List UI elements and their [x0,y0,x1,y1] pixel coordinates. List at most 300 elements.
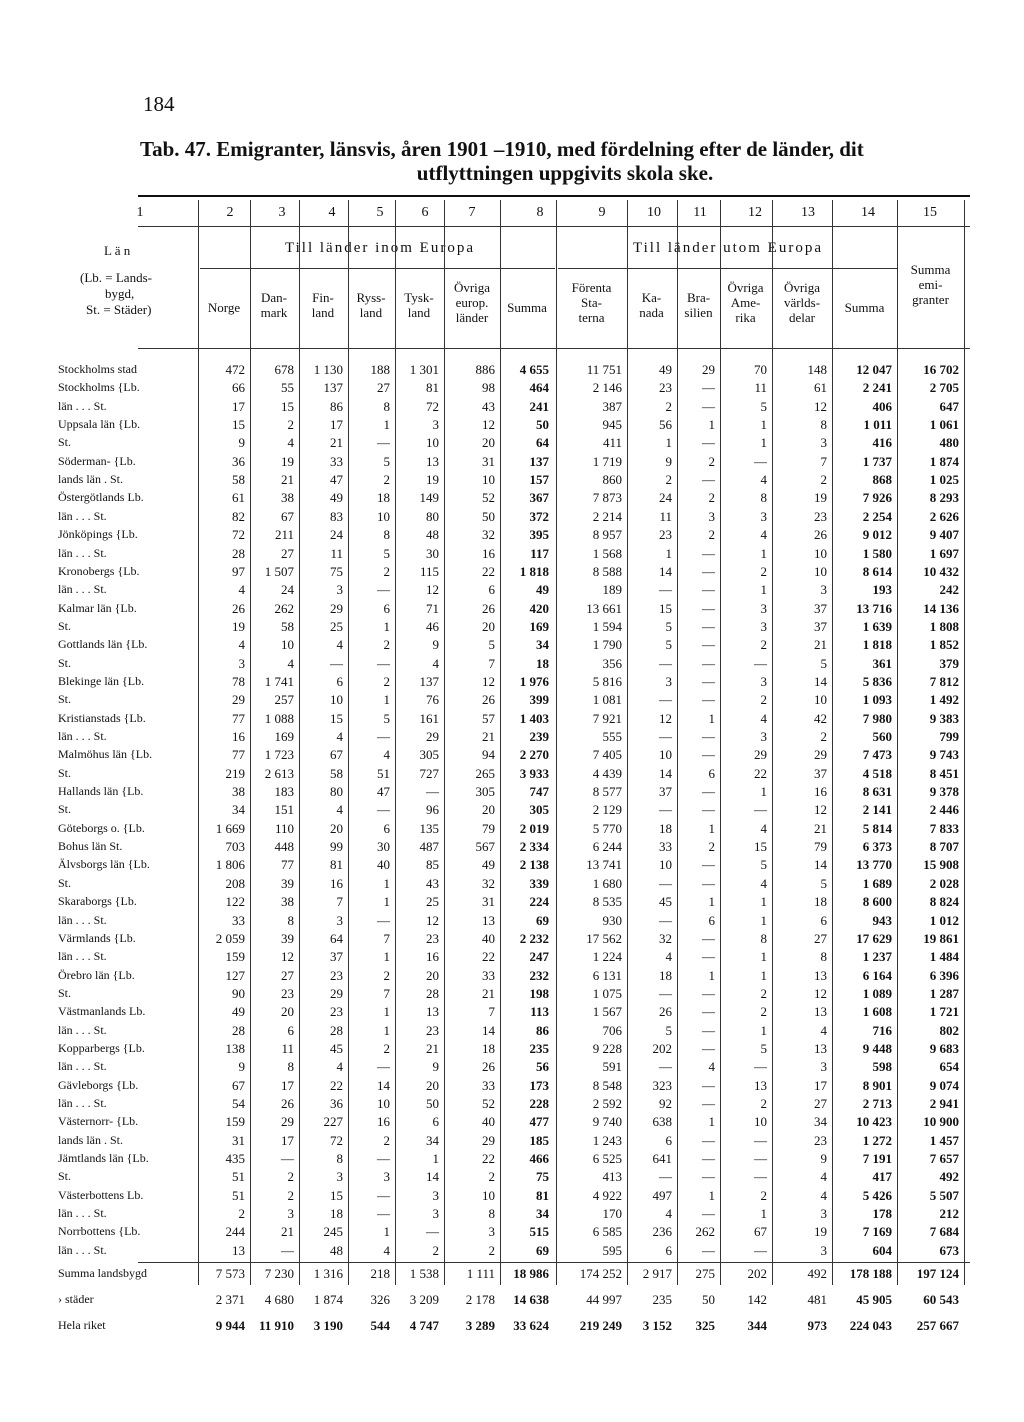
table-cell: 45 [330,1041,343,1056]
table-cell: 1 061 [929,417,959,432]
title-line-1: Tab. 47. Emigranter, länsvis, åren 1901 –1910, med fördelning efter de länder, dit [140,137,864,161]
table-cell: 151 [274,802,294,817]
table-cell: 14 [426,1169,439,1184]
row-label: län . . . St. [58,1059,107,1073]
row-label: Östergötlands Lb. [58,490,144,504]
header-bottom-rule [138,348,970,349]
table-cell: 19 [814,490,827,505]
row-label: län . . . St. [58,546,107,560]
table-cell: 1 689 [862,876,892,891]
table-cell: 15 [330,711,343,726]
table-cell: 2 [287,1188,294,1203]
table-cell: 48 [426,527,439,542]
table-cell: 9 378 [929,784,959,799]
table-cell: — [702,1243,715,1258]
table-cell: 945 [602,417,622,432]
table-cell: 37 [814,766,827,781]
table-cell: — [377,729,390,744]
table-cell: 2 [760,1004,767,1019]
table-cell: 3 933 [519,766,549,781]
column-header: Övriga Ame- rika [727,280,764,325]
table-cell: 5 770 [592,821,622,836]
table-cell: 83 [330,509,343,524]
table-cell: 10 [814,564,827,579]
table-cell: — [659,692,672,707]
table-cell: 1 [760,894,767,909]
table-cell: 2 [760,637,767,652]
table-cell: 12 [482,417,495,432]
table-cell: 1 012 [929,913,959,928]
table-cell: 943 [872,913,892,928]
table-cell: — [702,1023,715,1038]
table-cell: 417 [872,1169,892,1184]
table-cell: 18 [330,1206,343,1221]
table-cell: 4 [760,527,767,542]
table-cell: 1 089 [862,986,892,1001]
table-cell: 1 806 [215,857,245,872]
column-number: 15 [923,205,937,220]
table-cell: 34 [426,1133,439,1148]
table-cell: 1 081 [592,692,622,707]
table-cell: 52 [482,1096,495,1111]
table-cell: — [702,876,715,891]
row-label: län . . . St. [58,399,107,413]
table-cell: 8 600 [862,894,892,909]
table-cell: 24 [281,582,294,597]
total-cell: 4 680 [264,1292,294,1307]
table-cell: 1 287 [929,986,959,1001]
table-cell: 480 [939,435,959,450]
column-header: Förenta Sta- terna [571,280,612,325]
total-cell: 174 252 [579,1266,622,1281]
table-cell: 236 [652,1224,672,1239]
table-cell: 157 [529,472,549,487]
table-cell: 2 [488,1243,495,1258]
table-cell: 6 [665,1133,672,1148]
total-cell: 7 230 [264,1266,294,1281]
table-cell: — [702,949,715,964]
row-label: län . . . St. [58,949,107,963]
table-cell: 411 [602,435,622,450]
table-cell: 13 [482,913,495,928]
table-cell: 2 028 [929,876,959,891]
table-title [140,137,970,185]
table-cell: 137 [419,674,439,689]
table-cell: 339 [529,876,549,891]
table-cell: 208 [225,876,245,891]
total-cell: 1 316 [313,1266,343,1281]
table-cell: 15 [281,399,294,414]
table-cell: 868 [872,472,892,487]
total-cell: 33 624 [513,1318,549,1333]
table-cell: 75 [330,564,343,579]
table-cell: 4 922 [592,1188,622,1203]
table-cell: 466 [529,1151,549,1166]
table-cell: 8 [820,949,827,964]
table-cell: 3 [432,1188,439,1203]
table-cell: 17 [330,417,343,432]
table-cell: 13 716 [856,601,892,616]
table-cell: 7 921 [592,711,622,726]
table-cell: 560 [872,729,892,744]
table-cell: 18 [482,1041,495,1056]
table-cell: — [702,1078,715,1093]
table-cell: 9 012 [862,527,892,542]
total-cell: 197 124 [916,1266,959,1281]
table-cell: 1 [708,894,715,909]
table-cell: 10 900 [923,1114,959,1129]
row-label: Uppsala län {Lb. [58,417,141,431]
table-cell: 27 [281,546,294,561]
table-cell: 12 [814,802,827,817]
table-cell: 18 [814,894,827,909]
table-cell: 3 [665,674,672,689]
table-cell: 49 [659,362,672,377]
total-cell: 2 178 [465,1292,495,1307]
table-cell: 38 [281,894,294,909]
table-cell: 1 243 [592,1133,622,1148]
row-label: St. [58,435,72,449]
total-cell: 3 152 [642,1318,672,1333]
table-cell: 1 723 [264,747,294,762]
table-cell: 10 [814,546,827,561]
table-cell: 18 [659,821,672,836]
table-cell: 5 [488,637,495,652]
table-cell: 115 [419,564,439,579]
table-cell: 305 [475,784,495,799]
table-cell: 3 [287,1206,294,1221]
table-cell: 148 [807,362,827,377]
table-cell: 22 [482,949,495,964]
table-cell: 122 [225,894,245,909]
table-cell: 3 [432,417,439,432]
table-cell: 706 [602,1023,622,1038]
table-cell: 232 [529,968,549,983]
table-cell: 29 [754,747,767,762]
table-cell: 1 [760,784,767,799]
table-cell: 747 [529,784,549,799]
column-number: 14 [861,205,875,220]
row-label: län . . . St. [58,1243,107,1257]
table-cell: 1 [708,968,715,983]
table-cell: 37 [814,601,827,616]
table-cell: 50 [426,1096,439,1111]
table-cell: 38 [281,490,294,505]
table-cell: 4 [665,949,672,964]
table-cell: 47 [330,472,343,487]
row-label: Örebro län {Lb. [58,968,135,982]
table-cell: — [377,656,390,671]
table-cell: — [702,546,715,561]
table-cell: — [702,1004,715,1019]
group-rule-europe [200,268,555,269]
table-cell: 2 [383,472,390,487]
table-cell: 20 [426,968,439,983]
total-cell: 1 111 [466,1266,495,1281]
table-cell: — [281,1243,294,1258]
table-cell: 29 [482,1133,495,1148]
column-number: 11 [693,205,707,220]
table-cell: 212 [939,1206,959,1221]
group-rule-outside [558,268,898,269]
table-cell: 8 548 [592,1078,622,1093]
column-divider [500,200,501,1285]
table-cell: 9 [238,435,245,450]
row-label: St. [58,692,72,706]
row-label: Stockholms {Lb. [58,380,140,394]
table-cell: 72 [426,399,439,414]
total-cell: 3 190 [313,1318,343,1333]
column-header: Summa [507,300,547,315]
table-cell: 12 047 [856,362,892,377]
table-cell: 1 721 [929,1004,959,1019]
table-cell: 13 [426,1004,439,1019]
table-cell: 6 [383,601,390,616]
row-label: St. [58,766,72,780]
table-cell: 27 [377,380,390,395]
table-cell: 7 191 [862,1151,892,1166]
table-cell: 7 473 [862,747,892,762]
table-cell: 81 [426,380,439,395]
table-cell: 227 [323,1114,343,1129]
table-cell: — [702,1206,715,1221]
table-cell: 2 138 [519,857,549,872]
table-cell: 12 [426,582,439,597]
table-cell: 4 [760,472,767,487]
table-cell: 5 [665,637,672,652]
table-cell: 1 852 [929,637,959,652]
table-cell: 211 [274,527,294,542]
table-cell: 10 [482,1188,495,1203]
table-cell: 555 [602,729,622,744]
table-cell: 14 [814,857,827,872]
table-cell: 79 [482,821,495,836]
table-cell: 86 [536,1023,549,1038]
table-cell: 149 [419,490,439,505]
table-cell: 1 680 [592,876,622,891]
table-cell: 159 [225,1114,245,1129]
table-cell: 16 [482,546,495,561]
table-cell: 1 [383,876,390,891]
total-label: Hela riket [58,1318,106,1332]
table-cell: 21 [281,1224,294,1239]
table-cell: 420 [529,601,549,616]
table-cell: 8 [383,527,390,542]
table-cell: 10 [814,692,827,707]
table-cell: 33 [232,913,245,928]
table-cell: 6 [708,913,715,928]
table-cell: 15 [659,601,672,616]
table-cell: 13 [814,1041,827,1056]
table-cell: 3 [820,1243,827,1258]
table-cell: — [702,747,715,762]
table-cell: 9 228 [592,1041,622,1056]
row-label: Göteborgs o. {Lb. [58,821,145,835]
table-cell: 2 [432,1243,439,1258]
table-cell: — [702,619,715,634]
table-cell: 49 [330,490,343,505]
table-cell: 1 790 [592,637,622,652]
table-cell: 34 [536,637,549,652]
table-cell: 21 [426,1041,439,1056]
table-cell: 6 131 [592,968,622,983]
table-cell: 29 [330,601,343,616]
table-cell: 36 [232,454,245,469]
table-cell: 8 [287,1059,294,1074]
table-cell: 2 [287,417,294,432]
table-cell: 1 818 [862,637,892,652]
table-cell: 239 [529,729,549,744]
table-cell: 23 [330,1004,343,1019]
table-cell: 2 [383,637,390,652]
table-cell: 5 507 [929,1188,959,1203]
row-label: Jönköpings {Lb. [58,527,138,541]
total-cell: 3 209 [409,1292,439,1307]
table-cell: 26 [814,527,827,542]
table-cell: 4 [820,1169,827,1184]
table-cell: 6 [383,821,390,836]
table-cell: 2 705 [929,380,959,395]
table-cell: 2 [760,564,767,579]
table-cell: 799 [939,729,959,744]
table-cell: 39 [281,931,294,946]
total-cell: 218 [370,1266,390,1281]
table-cell: 20 [330,821,343,836]
table-cell: — [702,931,715,946]
table-cell: 8 451 [929,766,959,781]
table-cell: 245 [323,1224,343,1239]
table-cell: 57 [482,711,495,726]
table-cell: 1 741 [264,674,294,689]
table-cell: 4 [432,656,439,671]
table-cell: 78 [232,674,245,689]
table-cell: 247 [529,949,549,964]
table-cell: 379 [939,656,959,671]
table-cell: 3 [383,1169,390,1184]
table-cell: 9 [432,1059,439,1074]
table-cell: 23 [426,931,439,946]
table-cell: 591 [602,1059,622,1074]
table-cell: 2 [238,1206,245,1221]
table-cell: 70 [754,362,767,377]
row-label: lands län . St. [58,472,123,486]
table-cell: 12 [482,674,495,689]
table-cell: 1 [760,435,767,450]
table-cell: — [659,876,672,891]
table-cell: 21 [814,637,827,652]
table-cell: — [702,601,715,616]
table-cell: 10 432 [923,564,959,579]
table-cell: — [754,454,767,469]
table-cell: 20 [482,435,495,450]
table-cell: 31 [232,1133,245,1148]
table-cell: 46 [426,619,439,634]
table-cell: 367 [529,490,549,505]
table-cell: 641 [652,1151,672,1166]
column-header: Tysk- land [404,290,434,320]
row-label: Malmöhus län {Lb. [58,747,153,761]
table-cell: 15 [232,417,245,432]
top-rule [138,195,970,197]
table-cell: 2 [383,968,390,983]
column-divider [444,200,445,1285]
table-cell: 6 [665,1243,672,1258]
table-cell: — [702,472,715,487]
table-cell: 7 405 [592,747,622,762]
table-cell: 161 [419,711,439,726]
table-cell: 27 [814,931,827,946]
table-cell: 1 075 [592,986,622,1001]
table-cell: 69 [536,1243,549,1258]
table-cell: — [702,380,715,395]
table-cell: 31 [482,894,495,909]
column-number: 9 [598,205,606,220]
table-cell: 18 [659,968,672,983]
total-cell: 3 289 [465,1318,495,1333]
table-cell: 2 [760,1188,767,1203]
row-label: Gävleborgs {Lb. [58,1078,139,1092]
table-cell: 20 [482,619,495,634]
table-cell: 12 [814,986,827,1001]
column-number: 10 [647,205,661,220]
table-cell: 15 [330,1188,343,1203]
table-cell: 137 [529,454,549,469]
table-cell: 67 [232,1078,245,1093]
table-cell: 1 457 [929,1133,959,1148]
table-cell: — [702,857,715,872]
table-cell: 81 [330,857,343,872]
table-cell: 3 [708,509,715,524]
table-cell: 265 [475,766,495,781]
row-label: lands län . St. [58,1133,123,1147]
table-cell: 5 816 [592,674,622,689]
table-cell: 22 [482,1151,495,1166]
column-divider [832,200,833,1285]
table-cell: 14 [659,766,672,781]
table-cell: 241 [529,399,549,414]
table-cell: 24 [659,490,672,505]
table-cell: 23 [814,1133,827,1148]
row-label: Stockholms stad [58,362,138,376]
table-cell: 4 [665,1206,672,1221]
table-cell: 30 [426,546,439,561]
table-cell: 1 808 [929,619,959,634]
table-cell: 1 237 [862,949,892,964]
table-cell: 1 088 [264,711,294,726]
table-cell: 9 448 [862,1041,892,1056]
table-cell: — [702,986,715,1001]
table-cell: 2 [760,986,767,1001]
table-cell: — [754,1169,767,1184]
table-cell: 23 [426,1023,439,1038]
table-cell: 3 [760,674,767,689]
table-cell: 492 [939,1169,959,1184]
table-cell: 21 [814,821,827,836]
table-cell: 7 [336,894,343,909]
table-cell: 406 [872,399,892,414]
table-cell: 5 [665,619,672,634]
table-cell: 169 [529,619,549,634]
table-cell: 10 [281,637,294,652]
column-header: Övriga europ. länder [453,280,491,325]
table-cell: 19 861 [923,931,959,946]
table-cell: 37 [659,784,672,799]
table-cell: 4 [760,821,767,836]
table-cell: 49 [482,857,495,872]
table-cell: 5 [760,857,767,872]
table-cell: 21 [482,729,495,744]
total-cell: 257 667 [916,1318,959,1333]
